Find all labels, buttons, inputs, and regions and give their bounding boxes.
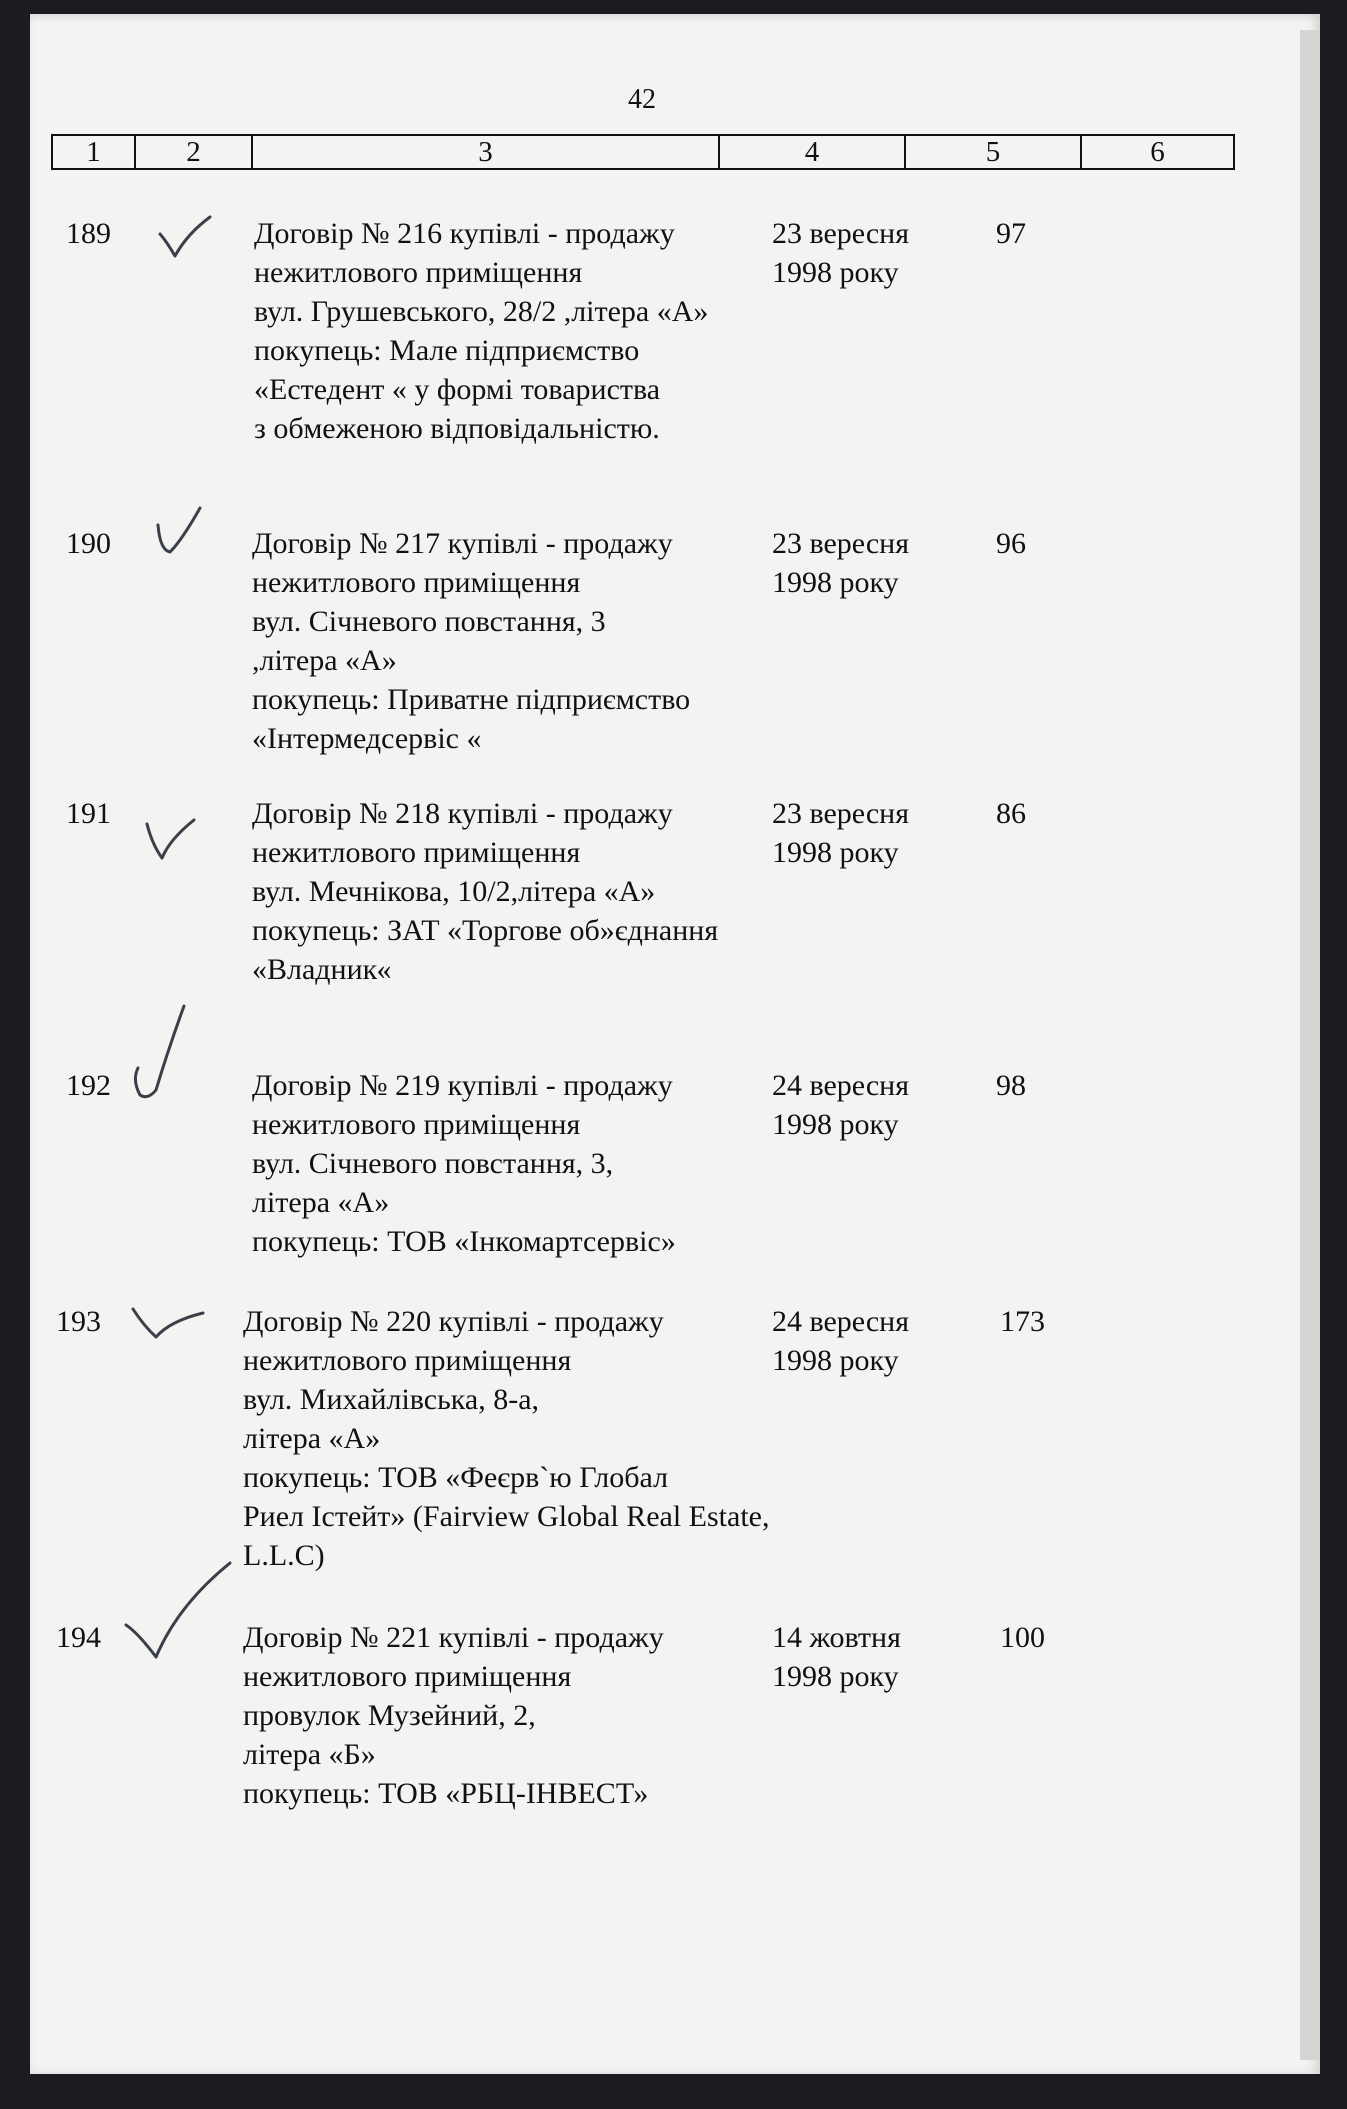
row-number: 189 (66, 217, 111, 250)
check-mark-icon (128, 1000, 188, 1110)
row-date: 23 вересня 1998 року (772, 527, 910, 599)
row-description: Договір № 216 купівлі - продажу нежитлового приміщення вул. Грушевського, 28/2 ,літера «А» покупець: Мале підприємство «Естедент « у формі товариства з обмеженою відповідальністю. (254, 217, 709, 445)
header-col-3: 3 (253, 136, 720, 168)
page-edge (1300, 30, 1320, 2060)
row-date: 24 вересня 1998 року (772, 1069, 910, 1141)
row-description: Договір № 221 купівлі - продажу нежитлового приміщення провулок Музейний, 2, літера «Б» покупець: ТОВ «РБЦ-ІНВЕСТ» (243, 1621, 664, 1810)
row-description: Договір № 218 купівлі - продажу нежитлового приміщення вул. Мечнікова, 10/2,літера «А» покупець: ЗАТ «Торгове об»єднання «Владник« (252, 797, 719, 986)
header-col-5: 5 (906, 136, 1082, 168)
row-description: Договір № 220 купівлі - продажу нежитлового приміщення вул. Михайлівська, 8-а, літера «А» покупець: ТОВ «Феєрв`ю Глобал Риел Істейт» (Fairview Global Real Estate, L.L.C) (243, 1305, 770, 1572)
row-date: 24 вересня 1998 року (772, 1305, 910, 1377)
check-mark-icon (118, 1555, 238, 1665)
check-mark-icon (128, 1305, 208, 1345)
header-col-4: 4 (720, 136, 906, 168)
row-number: 191 (66, 797, 111, 830)
header-col-2: 2 (136, 136, 253, 168)
header-col-1: 1 (53, 136, 136, 168)
row-number: 190 (66, 527, 111, 560)
row-date: 14 жовтня 1998 року (772, 1621, 901, 1693)
check-mark-icon (152, 500, 212, 560)
row-pages: 98 (996, 1069, 1026, 1102)
check-mark-icon (155, 212, 215, 267)
row-pages: 100 (1000, 1621, 1045, 1654)
row-date: 23 вересня 1998 року (772, 797, 910, 869)
row-description: Договір № 219 купівлі - продажу нежитлового приміщення вул. Січневого повстання, 3, літера «А» покупець: ТОВ «Інкомартсервіс» (252, 1069, 676, 1258)
page-number: 42 (628, 84, 656, 115)
row-number: 192 (66, 1069, 111, 1102)
row-number: 193 (56, 1305, 101, 1338)
row-number: 194 (56, 1621, 101, 1654)
header-col-6: 6 (1150, 135, 1165, 168)
row-pages: 96 (996, 527, 1026, 560)
row-pages: 86 (996, 797, 1026, 830)
row-pages: 97 (996, 217, 1026, 250)
check-mark-icon (142, 814, 202, 864)
row-pages: 173 (1000, 1305, 1045, 1338)
table-header (51, 134, 1235, 170)
row-date: 23 вересня 1998 року (772, 217, 910, 289)
row-description: Договір № 217 купівлі - продажу нежитлового приміщення вул. Січневого повстання, 3 ,літера «А» покупець: Приватне підприємство «Інтермедсервіс « (252, 527, 691, 755)
